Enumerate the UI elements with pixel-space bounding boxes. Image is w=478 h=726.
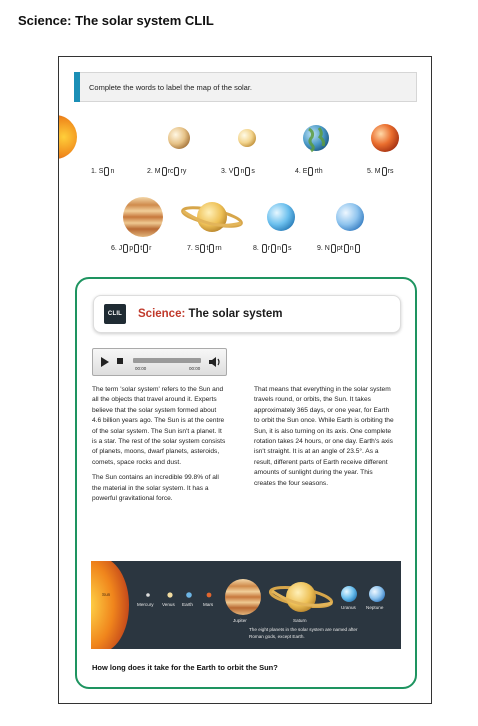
clil-title <box>138 308 282 320</box>
saturn-image <box>181 202 243 232</box>
paragraph: The term 'solar system' refers to the Sun and all the objects that travel around it. Experts believe that the solar system formed about 4.6 billion years ago. The Sun is at the centre of the solar system. The Sun isn't a planet. It is a star. The rest of the solar system consists of planets, moons, dwarf planets, asteroids, comets, space rocks and dust. <box>92 386 226 466</box>
label-letters: ry <box>180 168 187 175</box>
mars-image <box>371 124 399 152</box>
label-uranus <box>253 244 292 253</box>
letter-blank[interactable] <box>308 167 313 176</box>
label-letters: V <box>228 168 234 175</box>
label-venus <box>221 167 255 176</box>
label-letters: M <box>374 168 381 175</box>
label-letters: rc <box>167 168 174 175</box>
banner-label-uranus: Uranus <box>341 605 356 610</box>
letter-blank[interactable] <box>271 244 276 253</box>
letter-blank[interactable] <box>234 167 239 176</box>
label-number: 5. <box>367 168 375 175</box>
letter-blank[interactable] <box>174 167 179 176</box>
comprehension-question: How long does it take for the Earth to orbit the Sun? <box>92 663 278 672</box>
label-letters: n <box>277 245 282 252</box>
label-letters: S <box>194 245 200 252</box>
time-start: 00:00 <box>135 366 147 371</box>
instruction-text: Complete the words to label the map of the solar. <box>89 82 253 92</box>
earth-image <box>303 125 329 151</box>
label-letters: n <box>240 168 245 175</box>
banner-caption-line-1: The eight planets in the solar system are named after <box>249 627 358 632</box>
play-icon[interactable] <box>101 357 109 367</box>
clil-title-rest: The solar system <box>185 308 283 320</box>
label-letters: S <box>98 168 104 175</box>
letter-blank[interactable] <box>162 167 167 176</box>
label-number: 8. <box>253 245 261 252</box>
label-letters: rn <box>215 245 222 252</box>
letter-blank[interactable] <box>382 167 387 176</box>
label-letters: rth <box>314 168 323 175</box>
label-earth <box>295 167 323 176</box>
banner-label-neptune: Neptune <box>366 605 384 610</box>
mercury-image <box>168 127 190 149</box>
letter-blank[interactable] <box>331 244 336 253</box>
text-column-right <box>254 385 394 494</box>
label-number: 9. <box>317 245 325 252</box>
seek-bar[interactable] <box>133 358 201 363</box>
letter-blank[interactable] <box>123 244 128 253</box>
letter-blank[interactable] <box>104 167 109 176</box>
banner-sun <box>91 561 129 649</box>
banner-mercury <box>146 593 150 597</box>
instruction-box <box>74 72 417 102</box>
clil-badge: CLIL <box>104 304 126 324</box>
label-letters: s <box>288 245 292 252</box>
worksheet <box>58 56 432 704</box>
time-end: 00:00 <box>189 366 201 371</box>
letter-blank[interactable] <box>134 244 139 253</box>
label-letters: N <box>324 245 330 252</box>
label-sun <box>91 167 114 176</box>
banner-label-venus: Venus <box>162 602 175 607</box>
label-mars <box>367 167 393 176</box>
letter-blank[interactable] <box>344 244 349 253</box>
document-title: Science: The solar system CLIL <box>18 13 214 28</box>
banner-label-saturn: Saturn <box>293 618 307 623</box>
label-jupiter <box>111 244 152 253</box>
planet-row-1 <box>59 115 433 165</box>
stop-icon[interactable] <box>117 358 123 364</box>
neptune-image <box>336 203 364 231</box>
label-letters: r <box>149 245 152 252</box>
banner-caption-line-2: Roman gods, except Earth. <box>249 634 305 639</box>
label-letters: E <box>302 168 308 175</box>
clil-section <box>75 277 417 689</box>
label-number: 6. <box>111 245 119 252</box>
letter-blank[interactable] <box>282 244 287 253</box>
banner-venus <box>167 592 172 597</box>
letter-blank[interactable] <box>262 244 267 253</box>
banner-label-sun: Sun <box>102 592 111 597</box>
banner-label-earth: Earth <box>182 602 193 607</box>
banner-earth <box>186 592 192 598</box>
solar-system-banner <box>91 561 401 649</box>
label-letters: n <box>110 168 115 175</box>
letter-blank[interactable] <box>200 244 205 253</box>
banner-label-jupiter: Jupiter <box>233 618 247 623</box>
label-mercury <box>147 167 186 176</box>
label-letters: rs <box>387 168 394 175</box>
letter-blank[interactable] <box>355 244 360 253</box>
label-number: 4. <box>295 168 303 175</box>
label-number: 3. <box>221 168 229 175</box>
label-letters: t <box>140 245 143 252</box>
audio-player <box>92 348 227 376</box>
paragraph: The Sun contains an incredible 99.8% of all the material in the solar system. It has a powerful gravitational force. <box>92 474 219 503</box>
banner-neptune <box>369 586 385 602</box>
label-letters: r <box>267 245 271 252</box>
label-letters: n <box>349 245 354 252</box>
label-letters: s <box>251 168 255 175</box>
paragraph: That means that everything in the solar system travels round, or orbits, the Sun. It takes approximately 365 days, or one year, for Earth to orbit the Sun once. While Earth is orbiting the Sun, it is also turning on its axis. One complete rotation takes 24 hours, or one day. Earth's axis isn't straight. It is at an angle of 23.5°. As a result, different parts of Earth receive different amounts of sunlight during the year. This creates the four seasons. <box>254 386 394 487</box>
banner-uranus <box>341 586 357 602</box>
banner-jupiter <box>225 579 261 615</box>
label-number: 2. <box>147 168 155 175</box>
uranus-image <box>267 203 295 231</box>
banner-mars <box>207 593 212 598</box>
clil-title-subject: Science: <box>138 308 186 320</box>
label-letters: M <box>154 168 161 175</box>
venus-image <box>238 129 256 147</box>
label-letters: J <box>118 245 123 252</box>
banner-saturn <box>269 582 333 612</box>
label-letters: pt <box>336 245 343 252</box>
label-letters: p <box>129 245 134 252</box>
jupiter-image <box>123 197 163 237</box>
label-letters: t <box>206 245 209 252</box>
label-neptune <box>317 244 361 253</box>
letter-blank[interactable] <box>209 244 214 253</box>
clil-header <box>93 295 401 333</box>
letter-blank[interactable] <box>245 167 250 176</box>
letter-blank[interactable] <box>143 244 148 253</box>
label-saturn <box>187 244 222 253</box>
label-number: 1. <box>91 168 99 175</box>
label-number: 7. <box>187 245 195 252</box>
banner-label-mars: Mars <box>203 602 214 607</box>
banner-label-mercury: Mercury <box>137 602 154 607</box>
planet-row-2 <box>59 193 433 243</box>
volume-icon[interactable] <box>208 356 222 368</box>
sun-image <box>59 115 77 159</box>
text-column-left <box>92 385 227 509</box>
